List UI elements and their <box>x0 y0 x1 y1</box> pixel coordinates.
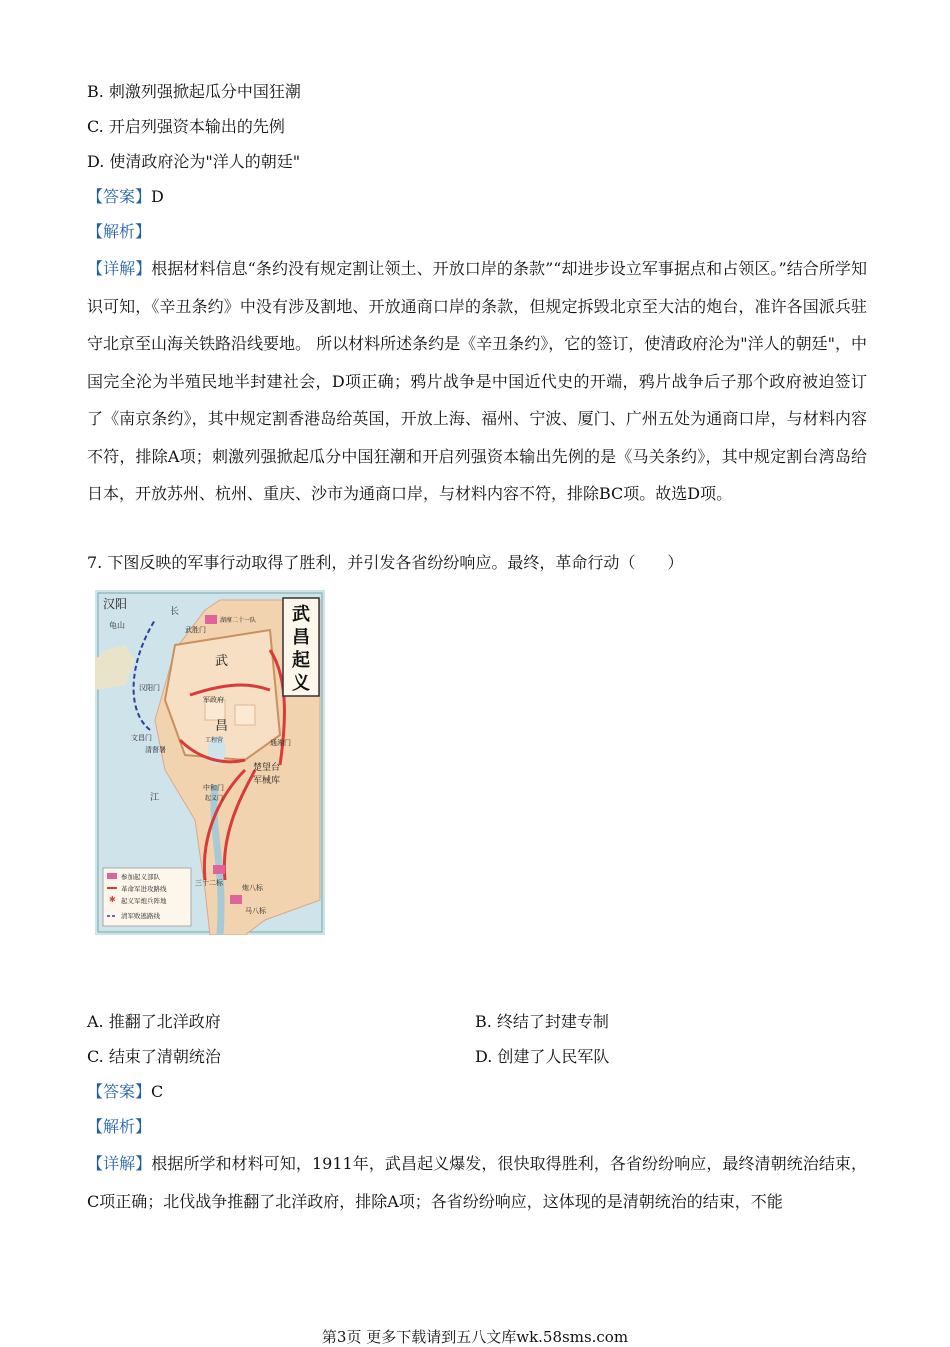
map-label-pao8biao: 炮八标 <box>242 884 263 892</box>
map-title-char-4: 义 <box>292 673 310 694</box>
q7-option-a: A. 推翻了北洋政府 <box>87 1012 221 1031</box>
option-d: D. 使清政府沦为"洋人的朝廷" <box>87 152 301 171</box>
q7-analysis-label: 【解析】 <box>87 1117 152 1136</box>
map-label-hanyangmen: 汉阳门 <box>139 684 160 692</box>
map-label-chang-river: 长 <box>170 607 180 617</box>
legend-unit-swatch <box>107 873 117 879</box>
q7-detail-paragraph <box>87 1145 867 1220</box>
map-unit-3 <box>230 895 242 904</box>
map-label-tongxiangmen: 通湘门 <box>270 739 291 747</box>
map-title-char-3: 起 <box>292 650 310 671</box>
map-label-gongchengying: 工程营 <box>205 737 224 744</box>
q7-answer-line <box>87 1081 163 1103</box>
legend-item-4: 清军败逃路线 <box>121 912 160 920</box>
q7-option-c: C. 结束了清朝统治 <box>87 1047 221 1066</box>
analysis-label: 【解析】 <box>87 222 152 241</box>
answer-value: D <box>151 187 164 206</box>
question-7-stem: 7. 下图反映的军事行动取得了胜利，并引发各省纷纷响应。最终，革命行动（ ） <box>87 553 684 572</box>
detail-paragraph <box>87 250 867 513</box>
map-label-guishan: 龟山 <box>109 621 125 630</box>
option-b: B. 刺激列强掀起瓜分中国狂潮 <box>87 82 301 101</box>
answer-line <box>87 186 164 208</box>
q7-detail-label: 【详解】 <box>87 1154 152 1173</box>
q7-answer-label: 【答案】 <box>87 1082 152 1101</box>
map-unit-2 <box>213 865 225 874</box>
legend-item-3: 起义军炮兵阵地 <box>121 897 167 905</box>
map-title-char-2: 昌 <box>292 627 310 648</box>
map-label-zhonghemen: 中和门 <box>203 784 224 792</box>
legend-item-2: 革命军进攻路线 <box>121 885 167 893</box>
legend-item-1: 参加起义部队 <box>121 873 160 881</box>
map-title-char-1: 武 <box>292 604 310 625</box>
answer-label: 【答案】 <box>87 187 152 206</box>
map-label-32biao: 三十二标 <box>195 879 223 887</box>
map-unit-1 <box>205 615 217 624</box>
map-label-chuwangtai: 楚望台 <box>253 763 281 773</box>
map-label-qingdushu: 清督署 <box>145 746 166 754</box>
detail-label: 【详解】 <box>87 259 152 278</box>
legend-artillery-swatch: ✱ <box>109 895 116 904</box>
map-label-wushengmen: 武胜门 <box>185 626 206 634</box>
map-label-hanyang: 汉阳 <box>103 597 128 611</box>
map-label-ma8biao: 马八标 <box>245 907 266 915</box>
map-label-qiyimen: 起义门 <box>205 795 224 802</box>
map-label-junzhengfu: 军政府 <box>203 696 224 704</box>
map-label-junxieku: 军械库 <box>253 776 281 786</box>
page-footer: 第3页 更多下载请到五八文库wk.58sms.com <box>321 1328 629 1346</box>
q7-detail-text: 根据所学和材料可知，1911年，武昌起义爆发，很快取得胜利，各省纷纷响应，最终清朝统治结束，C项正确；北伐战争推翻了北洋政府，排除A项；各省纷纷响应，这体现的是清朝统治的结束，不能 <box>87 1154 867 1211</box>
map-label-hudui: 湖廑二十一队 <box>220 617 257 624</box>
option-c: C. 开启列强资本输出的先例 <box>87 117 285 136</box>
detail-text: 根据材料信息“条约没有规定割让领土、开放口岸的条款”“却进步设立军事据点和占领区。”结合所学知识可知，《辛丑条约》中没有涉及割地、开放通商口岸的条款，但规定拆毁北京至大沽的炮台，准许各国派兵驻守北京至山海关铁路沿线要地。 所以材料所述条约是《辛丑条约》，它的签订，使清政府沦为"洋人的朝廷"，中国完全沦为半殖民地半封建社会，D项正确；鸦片战争是中国近代史的开端，鸦片战争后子那个政府被迫签订了《南京条约》，其中规定割香港岛给英国，开放上海、福州、宁波、厦门、广州五处为通商口岸，与材料内容不符，排除A项；刺激列强掀起瓜分中国狂潮和开启列强资本输出先例的是《马关条约》，其中规定割台湾岛给日本，开放苏州、杭州、重庆、沙市为通商口岸，与材料内容不符，排除BC项。故选D项。 <box>87 259 867 503</box>
map-label-wenchangmen: 文昌门 <box>131 734 152 742</box>
map-label-wu: 武 <box>215 654 229 669</box>
wuchang-uprising-map <box>95 590 325 935</box>
q7-option-d: D. 创建了人民军队 <box>475 1047 610 1066</box>
map-label-chang: 昌 <box>215 719 229 734</box>
q7-option-b: B. 终结了封建专制 <box>475 1012 609 1031</box>
q7-answer-value: C <box>151 1082 164 1101</box>
map-label-jiang-river: 江 <box>150 793 160 803</box>
